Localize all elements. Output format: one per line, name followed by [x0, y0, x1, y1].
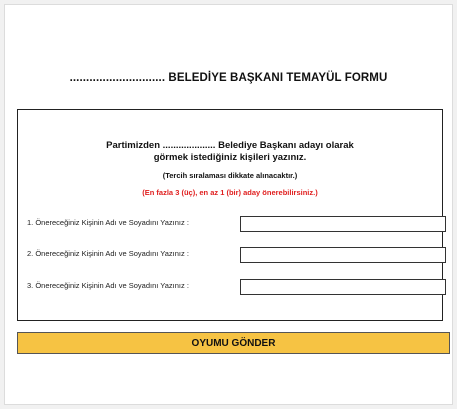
preference-note: (Tercih sıralaması dikkate alınacaktır.) [162, 171, 298, 180]
nomination-form [17, 109, 443, 321]
submit-vote-button[interactable]: OYUMU GÖNDER [17, 332, 450, 354]
candidate-3-input[interactable] [240, 279, 446, 295]
form-title: ............................. BELEDİYE BAŞKANI TEMAYÜL FORMU [69, 72, 388, 84]
intro-line-1: Partimizden .................... Belediye Başkanı adayı olarak [106, 140, 354, 151]
candidate-row-2 [27, 247, 447, 263]
candidate-row-1 [27, 216, 447, 232]
candidate-2-input[interactable] [240, 247, 446, 263]
intro-line-2: görmek istediğiniz kişileri yazınız. [153, 152, 307, 163]
candidate-2-label: 2. Önereceğiniz Kişinin Adı ve Soyadını Yazınız : [27, 249, 189, 258]
candidate-3-label: 3. Önereceğiniz Kişinin Adı ve Soyadını Yazınız : [27, 281, 189, 290]
candidate-row-3 [27, 279, 447, 295]
form-page [4, 4, 453, 405]
candidate-limit-warning: (En fazla 3 (üç), en az 1 (bir) aday önerebilirsiniz.) [142, 188, 318, 197]
candidate-1-label: 1. Önereceğiniz Kişinin Adı ve Soyadını Yazınız : [27, 218, 189, 227]
form-intro [18, 140, 442, 164]
candidate-1-input[interactable] [240, 216, 446, 232]
